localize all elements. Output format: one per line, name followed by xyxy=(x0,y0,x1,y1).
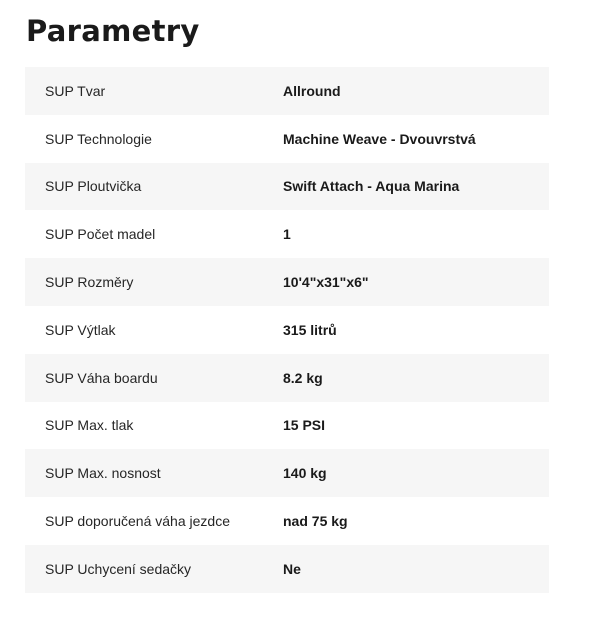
param-label: SUP Uchycení sedačky xyxy=(45,560,192,577)
param-row-handles xyxy=(25,210,549,258)
param-label: SUP Tvar xyxy=(45,82,106,99)
param-label: SUP Výtlak xyxy=(45,321,116,338)
param-value: 10'4"x31"x6" xyxy=(283,274,369,291)
param-value: 15 PSI xyxy=(283,417,326,434)
parameters-table xyxy=(25,67,549,593)
param-label: SUP Počet madel xyxy=(45,226,156,243)
param-value: Swift Attach - Aqua Marina xyxy=(283,178,460,195)
param-label: SUP Technologie xyxy=(45,130,152,147)
section-title: Parametry xyxy=(26,14,200,48)
param-value: 315 litrů xyxy=(283,321,337,338)
param-value: 8.2 kg xyxy=(283,369,323,386)
param-label: SUP Max. nosnost xyxy=(45,465,161,482)
param-row-technology xyxy=(25,115,549,163)
param-row-dimensions xyxy=(25,258,549,306)
param-row-shape xyxy=(25,67,549,115)
param-row-max-pressure xyxy=(25,402,549,450)
param-label: SUP doporučená váha jezdce xyxy=(45,513,230,530)
param-row-board-weight xyxy=(25,354,549,402)
param-value: 1 xyxy=(283,226,291,243)
param-row-fin xyxy=(25,163,549,211)
param-row-seat-mount xyxy=(25,545,549,593)
param-label: SUP Váha boardu xyxy=(45,369,158,386)
param-value: Ne xyxy=(283,560,301,577)
param-value: Machine Weave - Dvouvrstvá xyxy=(283,130,476,147)
param-label: SUP Max. tlak xyxy=(45,417,134,434)
param-row-max-load xyxy=(25,449,549,497)
param-row-rider-weight xyxy=(25,497,549,545)
param-value: Allround xyxy=(283,82,341,99)
param-label: SUP Ploutvička xyxy=(45,178,142,195)
param-label: SUP Rozměry xyxy=(45,274,134,291)
param-value: nad 75 kg xyxy=(283,513,348,530)
param-row-volume xyxy=(25,306,549,354)
param-value: 140 kg xyxy=(283,465,327,482)
